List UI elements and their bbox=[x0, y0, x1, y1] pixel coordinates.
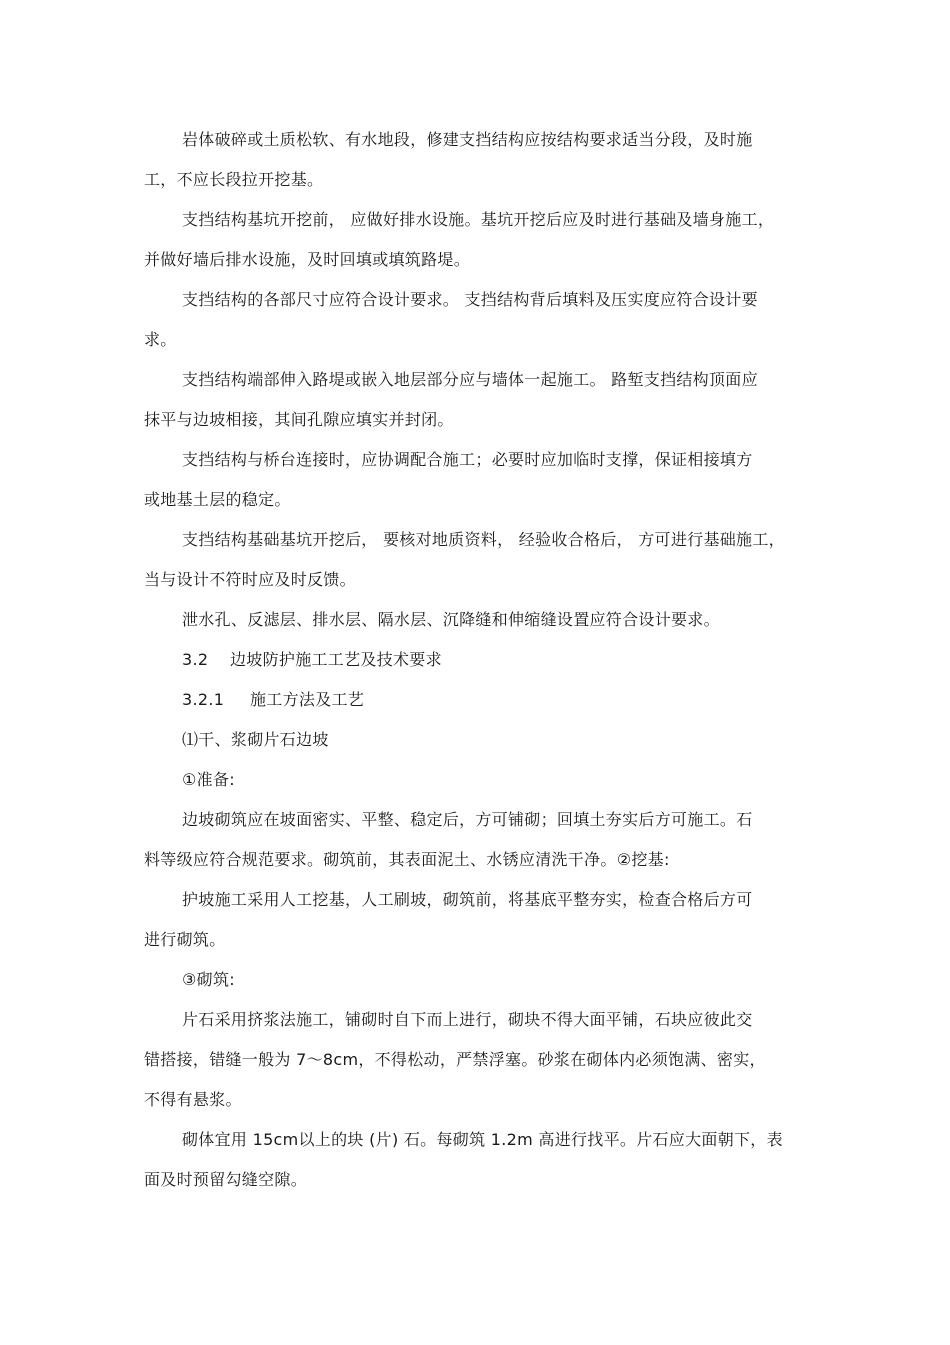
subsection-number: 3.2.1 bbox=[182, 690, 225, 709]
section-title: 边坡防护施工工艺及技术要求 bbox=[230, 650, 442, 669]
text-line: 岩体破碎或土质松软、有水地段，修建支挡结构应按结构要求适当分段，及时施 bbox=[182, 130, 753, 149]
text-line: 工，不应长段拉开挖基。 bbox=[144, 170, 324, 189]
paragraph-block-retaining bbox=[144, 120, 838, 640]
text-line: ⑴干、浆砌片石边坡 bbox=[182, 730, 329, 749]
text-line: 支挡结构与桥台连接时，应协调配合施工；必要时应加临时支撑，保证相接填方 bbox=[182, 450, 753, 469]
text-line: ①准备: bbox=[182, 770, 235, 789]
text-line: 泄水孔、反滤层、排水层、隔水层、沉降缝和伸缩缝设置应符合设计要求。 bbox=[182, 610, 720, 629]
section-number: 3.2 bbox=[182, 650, 209, 669]
paragraph-block-slope bbox=[144, 720, 838, 1200]
section-heading bbox=[144, 640, 838, 680]
text-line: 支挡结构的各部尺寸应符合设计要求。 支挡结构背后填料及压实度应符合设计要 bbox=[182, 290, 758, 309]
text-line: 进行砌筑。 bbox=[144, 930, 226, 949]
text-line: 支挡结构基础基坑开挖后， 要核对地质资料， 经验收合格后， 方可进行基础施工， bbox=[182, 530, 785, 549]
text-line: 或地基土层的稳定。 bbox=[144, 490, 291, 509]
text-line: ③砌筑: bbox=[182, 970, 235, 989]
text-line: 料等级应符合规范要求。砌筑前，其表面泥土、水锈应清洗干净。②挖基: bbox=[144, 850, 670, 869]
text-line: 求。 bbox=[144, 330, 177, 349]
text-line: 当与设计不符时应及时反馈。 bbox=[144, 570, 356, 589]
text-line: 支挡结构端部伸入路堤或嵌入地层部分应与墙体一起施工。 路堑支挡结构顶面应 bbox=[182, 370, 758, 389]
text-line: 面及时预留勾缝空隙。 bbox=[144, 1170, 308, 1189]
text-line: 抹平与边坡相接，其间孔隙应填实并封闭。 bbox=[144, 410, 454, 429]
subsection-heading bbox=[144, 680, 838, 720]
text-line: 支挡结构基坑开挖前， 应做好排水设施。基坑开挖后应及时进行基础及墙身施工， bbox=[182, 210, 775, 229]
text-line: 护坡施工采用人工挖基，人工刷坡，砌筑前，将基底平整夯实，检查合格后方可 bbox=[182, 890, 753, 909]
subsection-title: 施工方法及工艺 bbox=[250, 690, 365, 709]
text-line: 不得有悬浆。 bbox=[144, 1090, 242, 1109]
document-page bbox=[144, 120, 838, 1200]
text-line: 片石采用挤浆法施工，铺砌时自下而上进行，砌块不得大面平铺，石块应彼此交 bbox=[182, 1010, 753, 1029]
text-line: 砌体宜用 15cm以上的块 (片) 石。每砌筑 1.2m 高进行找平。片石应大面朝下，表 bbox=[182, 1130, 783, 1149]
text-line: 并做好墙后排水设施，及时回填或填筑路堤。 bbox=[144, 250, 471, 269]
text-line: 边坡砌筑应在坡面密实、平整、稳定后，方可铺砌；回填土夯实后方可施工。石 bbox=[182, 810, 753, 829]
text-line: 错搭接，错缝一般为 7～8cm，不得松动，严禁浮塞。砂浆在砌体内必须饱满、密实， bbox=[144, 1050, 766, 1069]
